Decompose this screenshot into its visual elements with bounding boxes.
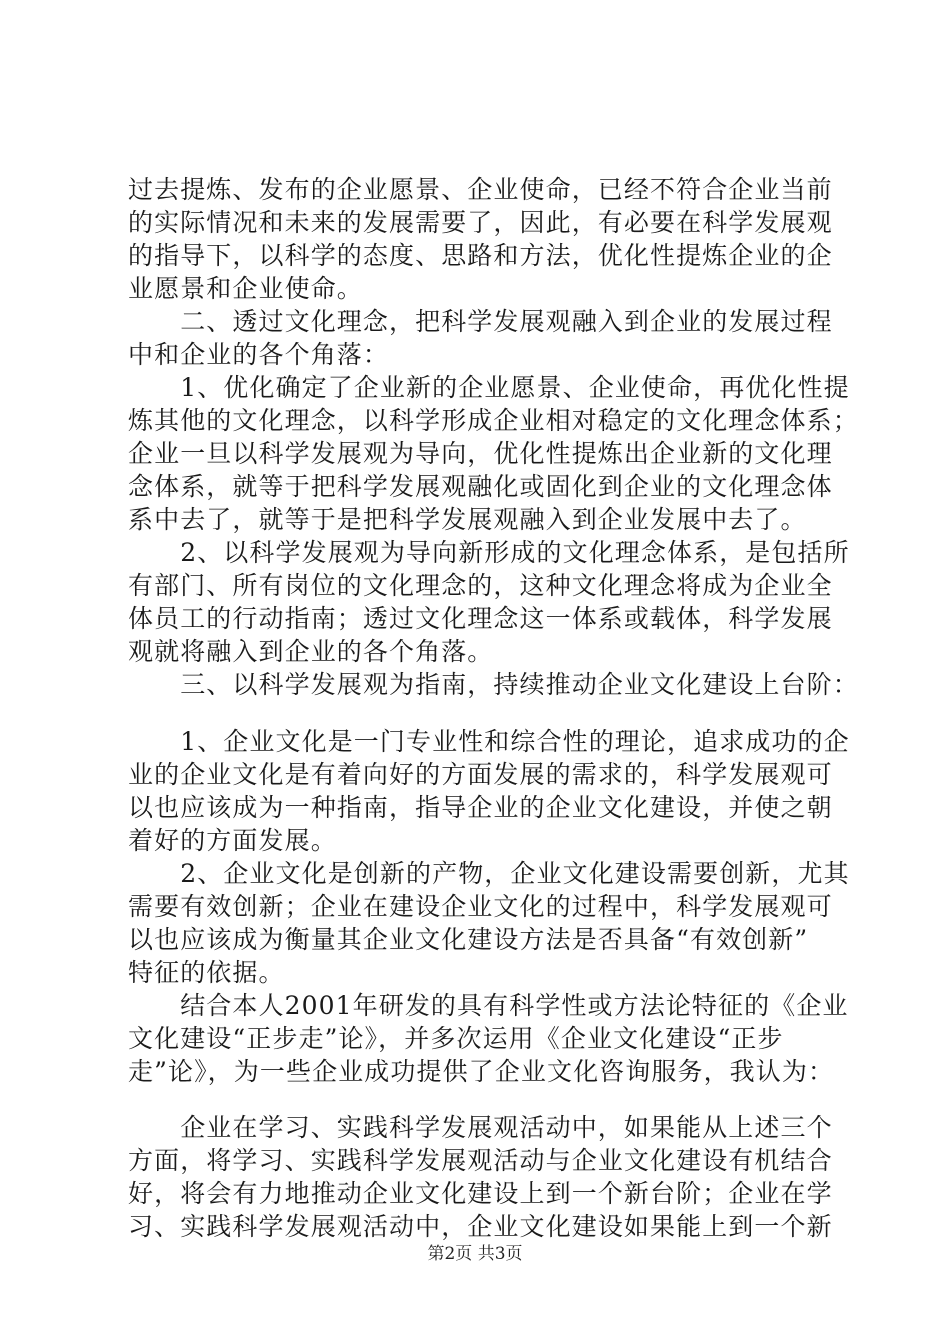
text-line: 炼其他的文化理念，以科学形成企业相对稳定的文化理念体系； — [128, 406, 859, 435]
text-line: 的实际情况和未来的发展需要了，因此，有必要在科学发展观 — [128, 208, 833, 237]
text-line: 业的企业文化是有着向好的方面发展的需求的，科学发展观可 — [128, 760, 833, 789]
text-line: 需要有效创新；企业在建设企业文化的过程中，科学发展观可 — [128, 892, 833, 921]
text-line: 走”论》，为一些企业成功提供了企业文化咨询服务，我认为： — [128, 1057, 835, 1086]
text-line: 着好的方面发展。 — [128, 826, 337, 855]
text-line: 业愿景和企业使命。 — [128, 274, 363, 303]
text-line: 结合本人2001年研发的具有科学性或方法论特征的《企业 — [128, 991, 849, 1020]
text-line: 特征的依据。 — [128, 958, 285, 987]
text-line: 念体系，就等于把科学发展观融化或固化到企业的文化理念体 — [128, 472, 833, 501]
text-line: 习、实践科学发展观活动中，企业文化建设如果能上到一个新 — [128, 1212, 833, 1241]
text-line: 体员工的行动指南；透过文化理念这一体系或载体，科学发展 — [128, 604, 833, 633]
text-line: 企业一旦以科学发展观为导向，优化性提炼出企业新的文化理 — [128, 439, 833, 468]
text-line: 观就将融入到企业的各个角落。 — [128, 637, 494, 666]
text-line: 好，将会有力地推动企业文化建设上到一个新台阶；企业在学 — [128, 1179, 833, 1208]
text-line: 企业在学习、实践科学发展观活动中，如果能从上述三个 — [128, 1113, 833, 1142]
text-line: 2、企业文化是创新的产物，企业文化建设需要创新，尤其 — [128, 859, 850, 888]
text-line: 方面，将学习、实践科学发展观活动与企业文化建设有机结合 — [128, 1146, 833, 1175]
text-line: 1、企业文化是一门专业性和综合性的理论，追求成功的企 — [128, 727, 850, 756]
text-line: 中和企业的各个角落： — [128, 340, 390, 369]
text-line: 以也应该成为一种指南，指导企业的企业文化建设，并使之朝 — [128, 793, 833, 822]
text-line: 系中去了，就等于是把科学发展观融入到企业发展中去了。 — [128, 505, 807, 534]
text-line: 2、以科学发展观为导向新形成的文化理念体系，是包括所 — [128, 538, 850, 567]
text-line: 三、以科学发展观为指南，持续推动企业文化建设上台阶： — [128, 670, 859, 699]
page-number-footer: 第2页 共3页 — [427, 1244, 523, 1264]
text-line: 过去提炼、发布的企业愿景、企业使命，已经不符合企业当前 — [128, 175, 833, 204]
text-line: 1、优化确定了企业新的企业愿景、企业使命，再优化性提 — [128, 373, 850, 402]
text-line: 有部门、所有岗位的文化理念的，这种文化理念将成为企业全 — [128, 571, 833, 600]
text-line: 的指导下，以科学的态度、思路和方法，优化性提炼企业的企 — [128, 241, 833, 270]
text-line: 二、透过文化理念，把科学发展观融入到企业的发展过程 — [128, 307, 833, 336]
text-line: 以也应该成为衡量其企业文化建设方法是否具备“有效创新” — [128, 925, 809, 954]
text-line: 文化建设“正步走”论》，并多次运用《企业文化建设“正步 — [128, 1024, 784, 1053]
